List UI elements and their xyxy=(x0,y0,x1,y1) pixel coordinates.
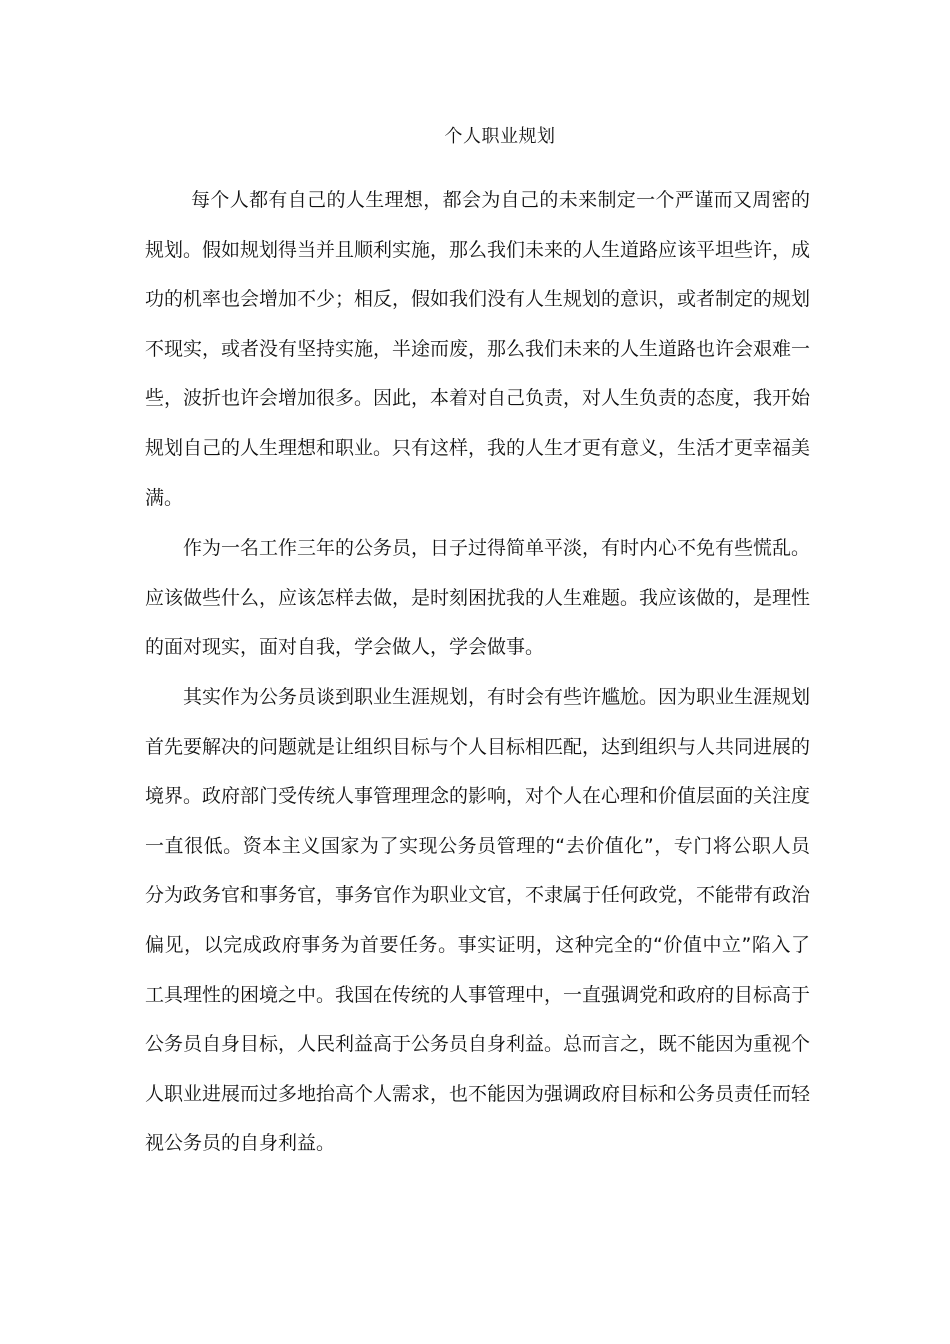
paragraph-2: 作为一名工作三年的公务员，日子过得简单平淡，有时内心不免有些慌乱。应该做些什么，应该怎样去做，是时刻困扰我的人生难题。我应该做的，是理性的面对现实，面对自我，学会做人，学会做事。 xyxy=(145,537,811,659)
document-title: 个人职业规划 xyxy=(444,126,556,147)
paragraph-1: 每个人都有自己的人生理想，都会为自己的未来制定一个严谨而又周密的规划。假如规划得当并且顺利实施，那么我们未来的人生道路应该平坦些许，成功的机率也会增加不少；相反，假如我们没有人生规划的意识，或者制定的规划不现实，或者没有坚持实施，半途而废，那么我们未来的人生道路也许会艰难一些，波折也许会增加很多。因此，本着对自己负责，对人生负责的态度，我开始规划自己的人生理想和职业。只有这样，我的人生才更有意义，生活才更幸福美满。 xyxy=(145,189,811,509)
paragraph-3: 其实作为公务员谈到职业生涯规划，有时会有些许尴尬。因为职业生涯规划首先要解决的问题就是让组织目标与个人目标相匹配，达到组织与人共同进展的境界。政府部门受传统人事管理理念的影响，对个人在心理和价值层面的关注度一直很低。资本主义国家为了实现公务员管理的“去价值化”，专门将公职人员分为政务官和事务官，事务官作为职业文官，不隶属于任何政党，不能带有政治偏见，以完成政府事务为首要任务。事实证明，这种完全的“价值中立”陷入了工具理性的困境之中。我国在传统的人事管理中，一直强调党和政府的目标高于公务员自身目标，人民利益高于公务员自身利益。总而言之，既不能因为重视个人职业进展而过多地抬高个人需求，也不能因为强调政府目标和公务员责任而轻视公务员的自身利益。 xyxy=(145,686,811,1155)
